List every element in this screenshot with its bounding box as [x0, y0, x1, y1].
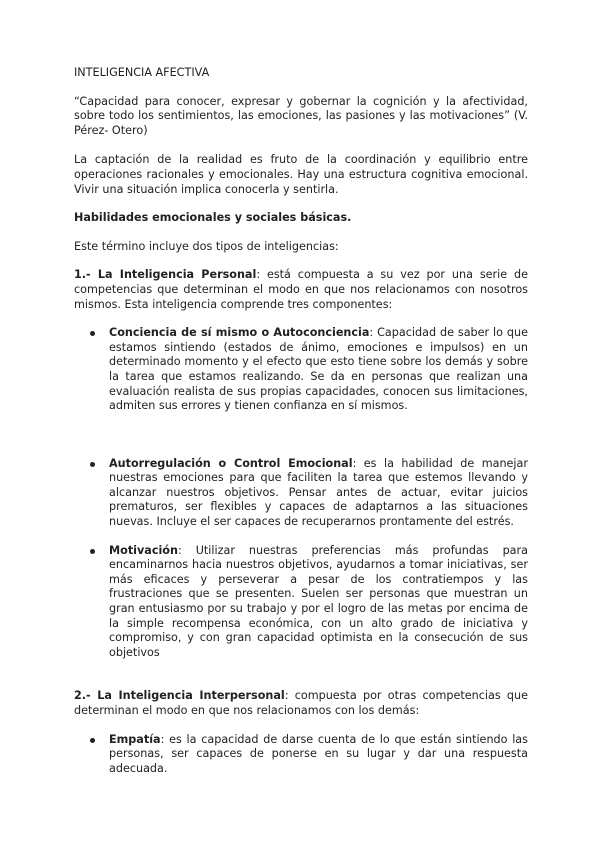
- list-item-text: : es la habilidad de manejar nuestras emociones para que faciliten la tarea que estemos llevando y alcanzar nuestros objetivos. Pensar antes de actuar, evitar juicios prematuros, ser flexibles y capaces de adaptarnos a las situaciones nuevas. Incluye el ser capaces de recuperarnos prontamente del estrés.: [109, 456, 528, 529]
- list-item: [74, 733, 528, 777]
- intro-paragraph: La captación de la realidad es fruto de la coordinación y equilibrio entre operaciones racionales y emocionales. Hay una estructura cognitiva emocional. Vivir una situación implica conocerla y sentirla.: [74, 153, 528, 196]
- list-item-lead: Autorregulación o Control Emocional: [109, 456, 353, 470]
- list-item: [74, 326, 528, 414]
- list-item-text: : Utilizar nuestras preferencias más profundas para encaminarnos hacia nuestros objetivos, ayudarnos a tomar iniciativas, ser más eficaces y perseverar a pesar de los contratiempos y las frustraciones que se presenten. Suelen ser personas que muestran un gran entusiasmo por su trabajo y por el logro de las metas por encima de la simple recompensa económica, con un alto grado de iniciativa y compromiso, y con gran capacidad optimista en la consecución de sus objetivos: [109, 543, 528, 659]
- personal-components-list: [74, 326, 528, 660]
- list-item-lead: Motivación: [109, 543, 178, 557]
- personal-intelligence-text: : está compuesta a su vez por una serie de competencias que determinan el modo en que nos relacionamos con nosotros mismos. Esta inteligencia comprende tres componentes:: [74, 268, 528, 311]
- document-title: INTELIGENCIA AFECTIVA: [74, 66, 210, 79]
- list-item: [74, 544, 528, 661]
- interpersonal-intelligence-paragraph: [74, 689, 528, 718]
- section-intro: Este término incluye dos tipos de inteligencias:: [74, 239, 339, 253]
- list-item-lead: Empatía: [109, 732, 161, 746]
- bullet-icon: [90, 331, 95, 336]
- list-item-lead: Conciencia de sí mismo o Autoconciencia: [109, 326, 370, 340]
- quote-paragraph: “Capacidad para conocer, expresar y gobernar la cognición y la afectividad, sobre todo los sentimientos, las emociones, las pasiones y las motivaciones” (V. Pérez- Otero): [74, 94, 528, 137]
- personal-intelligence-paragraph: [74, 268, 528, 312]
- interpersonal-components-list: [74, 733, 528, 777]
- interpersonal-intelligence-text: : compuesta por otras competencias que determinan el modo en que nos relacionamos con los demás:: [74, 689, 528, 717]
- section-heading: Habilidades emocionales y sociales básicas.: [74, 211, 352, 225]
- list-item: [74, 457, 528, 530]
- list-item-text: : Capacidad de saber lo que estamos sintiendo (estados de ánimo, emociones e impulsos) en un determinado momento y el efecto que esto tiene sobre los demás y sobre la tarea que estamos realizando. Se da en personas que realizan una evaluación realista de sus propias capacidades, conocen sus limitaciones, admiten sus errores y tienen confianza en sí mismos.: [109, 326, 528, 413]
- personal-intelligence-lead: 1.- La Inteligencia Personal: [74, 268, 257, 282]
- interpersonal-intelligence-lead: 2.- La Inteligencia Interpersonal: [74, 689, 285, 703]
- document-page: [74, 66, 528, 776]
- list-item-text: : es la capacidad de darse cuenta de lo que están sintiendo las personas, ser capaces de ponerse en su lugar y dar una respuesta adecuada.: [109, 732, 528, 775]
- bullet-icon: [90, 549, 95, 554]
- bullet-icon: [90, 738, 95, 743]
- bullet-icon: [90, 462, 95, 467]
